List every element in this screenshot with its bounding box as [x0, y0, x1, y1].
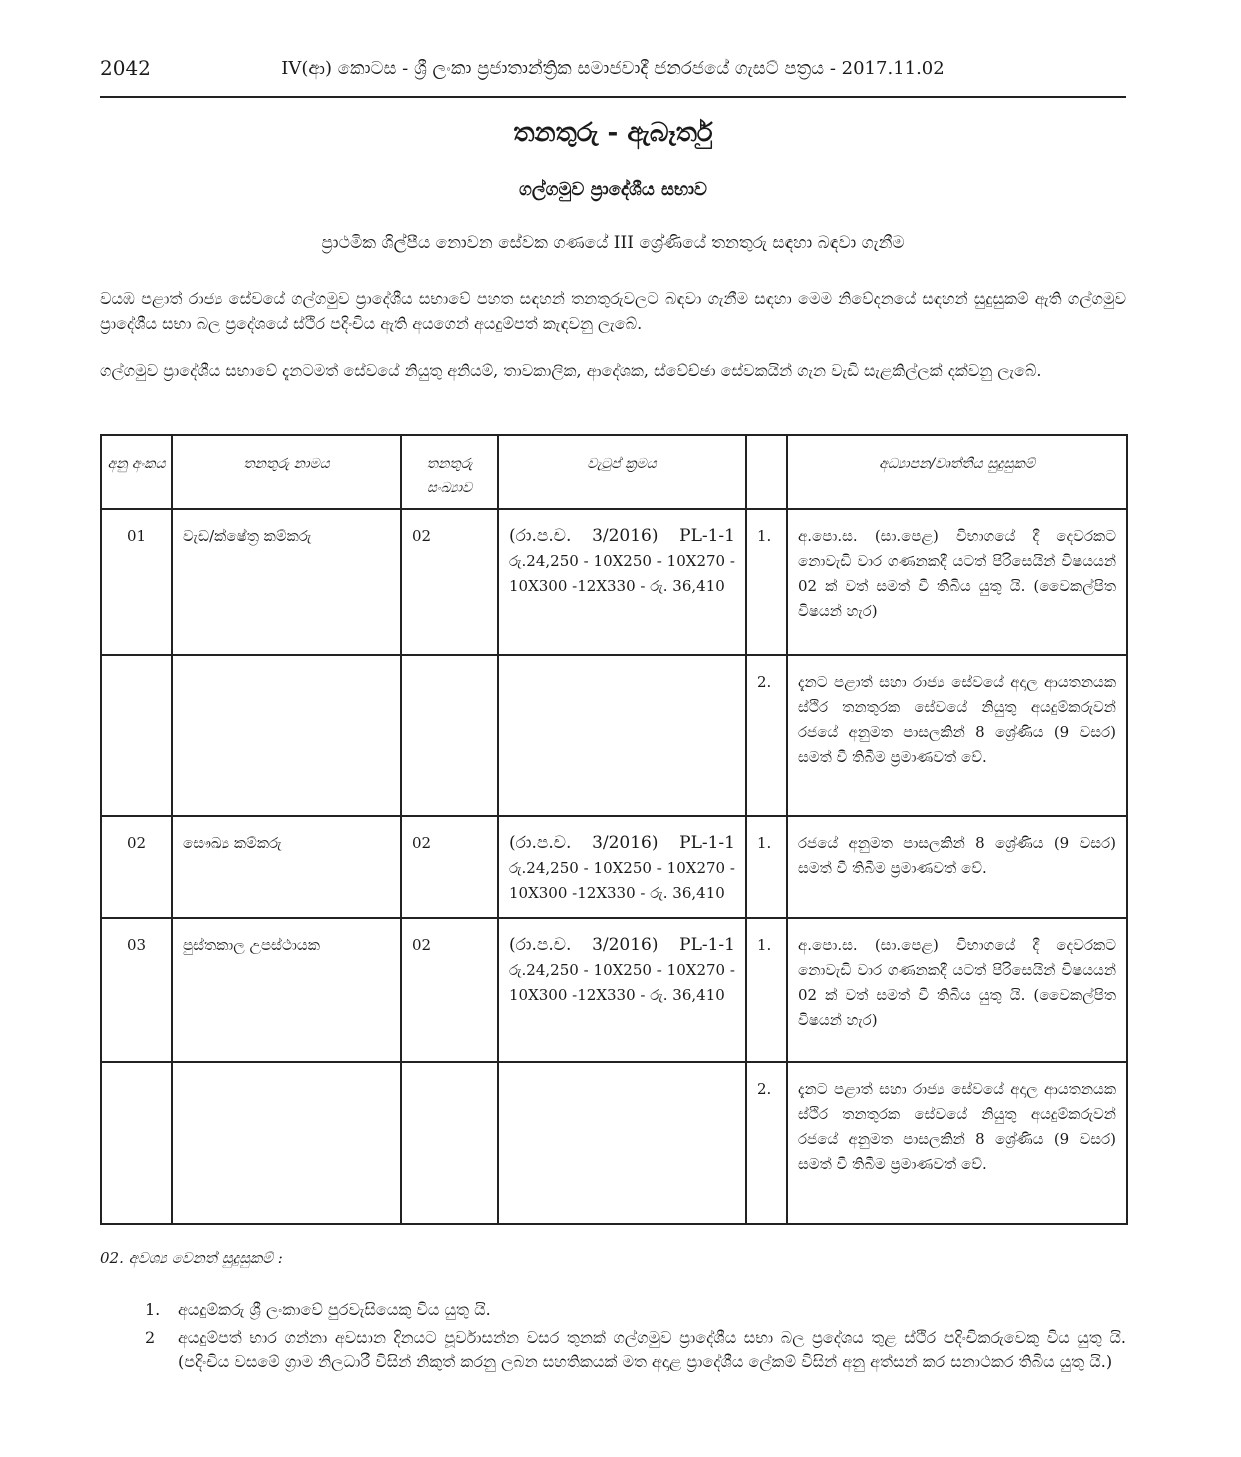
- council-name: ගල්ගමුව ප්‍රාදේශීය සභාව: [518, 179, 708, 200]
- pay-scale: රු.24,250 - 10X250 - 10X270 - 10X300 -12X330 - රු. 36,410: [509, 859, 735, 902]
- list-item-text: අයදුම්කරු ශ්‍රී ලංකාවේ පුරවැසියෙකු විය යුතු යි.: [178, 1300, 491, 1319]
- cell-post: පුස්තකාල උපස්ථායක: [172, 918, 401, 1062]
- pay-scale-code: (රා.ප.ච. 3/2016) PL-1-1: [509, 935, 735, 955]
- cell-serial: 03: [101, 918, 172, 1062]
- table-row: [101, 1062, 1127, 1224]
- header-count: තනතුරු සංඛ්‍යාව: [401, 435, 498, 509]
- gazette-line: IV(ආ) කොටස - ශ්‍රී ලංකා ප්‍රජාතාන්ත්‍රික සමාජවාදී ජනරජයේ ගැසට් පත්‍රය - 2017.11.02: [281, 58, 945, 79]
- cell-qual: දැනට පළාත් සහා රාජ්‍ය සේවයේ අදාල ආයතනයක ස්ථිර තනතුරක සේවයේ නියුතු අයදුම්කරුවන් රජයේ අනුමත පාසලකින් 8 ශ්‍රේණිය (9 වසර) සමත් වී තිබීම ප්‍රමාණවත් වේ.: [787, 655, 1127, 816]
- list-item-number: 2: [145, 1328, 156, 1347]
- cell-qual-num: 1.: [746, 918, 787, 1062]
- cell-count: 02: [401, 509, 498, 655]
- list-item: [100, 1326, 1126, 1398]
- cell-qual-num: 2.: [746, 1062, 787, 1224]
- page-header: [100, 30, 1126, 92]
- cell-qual-num: 2.: [746, 655, 787, 816]
- cell-salary: [498, 509, 746, 655]
- recruitment-heading: ප්‍රාථමික ශිල්පීය නොවන සේවක ගණයේ III ශ්‍රේණියේ තනතුරු සඳහා බඳවා ගැනීම: [321, 233, 905, 253]
- table-row: [101, 918, 1127, 1062]
- cell-serial: 02: [101, 816, 172, 918]
- pay-scale: රු.24,250 - 10X250 - 10X270 - 10X300 -12X330 - රු. 36,410: [509, 552, 735, 595]
- cell-qual: අ.පො.ස. (සා.පෙළ) විභාගයේ දී දෙවරකට නොවැඩි වාර ගණනකදී යටත් පිරිසෙයින් විෂයයන් 02 ක් වත් සමත් වී තිබිය යුතු යි. (වෛකල්පිත විෂයන් හැර): [787, 509, 1127, 655]
- page-title: තනතුරු - ඇබෑර්තු: [513, 118, 713, 148]
- cell-post: සෞඛ්‍ය කම්කරු: [172, 816, 401, 918]
- cell-post: වැඩ/ක්ෂේත්‍ර කම්කරු: [172, 509, 401, 655]
- cell-count: 02: [401, 816, 498, 918]
- list-item-text: අයදුම්පත් භාර ගන්නා අවසාන දිනයට පූර්වාසන්න වසර තුනක් ගල්ගමුව ප්‍රාදේශීය සභා බල ප්‍රදේශය තුළ ස්ථිර පදිංචිකරුවෙකු විය යුතු යි. (පදිංචිය වසමේ ග්‍රාම නිලධාරී විසින් නිකුත් කරනු ලබන සහතිකයක් මත අදාළ ප්‍රාදේශීය ලේකම් විසින් අනු අත්සන් කර සනාථකර තිබිය යුතු යි.): [178, 1328, 1126, 1371]
- cell-salary: [498, 918, 746, 1062]
- cell-count: 02: [401, 918, 498, 1062]
- cell-qual-num: 1.: [746, 816, 787, 918]
- cell-qual: දැනට පළාත් සහා රාජ්‍ය සේවයේ අදාල ආයතනයක ස්ථිර තනතුරක සේවයේ නියුතු අයදුම්කරුවන් රජයේ අනුමත පාසලකින් 8 ශ්‍රේණිය (9 වසර) සමත් වී තිබීම ප්‍රමාණවත් වේ.: [787, 1062, 1127, 1224]
- header-salary: වැටුප් ක්‍රමය: [498, 435, 746, 509]
- cell-salary: [498, 816, 746, 918]
- pay-scale-code: (රා.ප.ච. 3/2016) PL-1-1: [509, 526, 735, 546]
- vacancy-table: [100, 434, 1128, 1225]
- other-qualifications-heading: 02. අවශ්‍ය වෙනත් සුදුසුකම් :: [100, 1249, 283, 1267]
- pay-scale-code: (රා.ප.ච. 3/2016) PL-1-1: [509, 833, 735, 853]
- header-post: තනතුරු නාමය: [172, 435, 401, 509]
- list-item-number: 1.: [145, 1300, 161, 1319]
- page-number: 2042: [100, 56, 151, 80]
- cell-serial: 01: [101, 509, 172, 655]
- preference-paragraph: ගල්ගමුව ප්‍රාදේශීය සභාවේ දැනටමත් සේවයේ නියුතු අනියම්, තාවකාලික, ආදේශක, ස්වේච්ඡා සේවකයින් ගැන වැඩි සැළකිල්ලක් දක්වනු ලැබේ.: [100, 361, 1042, 380]
- table-header-row: [101, 435, 1127, 509]
- table-row: [101, 816, 1127, 918]
- intro-paragraph: වයඹ පළාත් රාජ්‍ය සේවයේ ගල්ගමුව ප්‍රාදේශීය සභාවේ පහත සඳහන් තනතුරුවලට බඳවා ගැනීම සඳහා මෙම නිවේදනයේ සඳහන් සුදුසුකම් ඇති ගල්ගමුව ප්‍රාදේශීය සභා බල ප්‍රදේශයේ ස්ථිර පදිංචිය ඇති අයගෙන් අයදුම්පත් කැඳවනු ලැබේ.: [100, 289, 1126, 333]
- cell-qual: රජයේ අනුමත පාසලකින් 8 ශ්‍රේණිය (9 වසර) සමත් වී තිබීම ප්‍රමාණවත් වේ.: [787, 816, 1127, 918]
- cell-qual-num: 1.: [746, 509, 787, 655]
- header-qual-num: [746, 435, 787, 509]
- header-serial: අනු අංකය: [101, 435, 172, 509]
- header-qual: අධ්‍යාපන/වෘත්තීය සුදුසුකම්: [787, 435, 1127, 509]
- table-row: [101, 509, 1127, 655]
- table-row: [101, 655, 1127, 816]
- header-rule: [100, 96, 1126, 98]
- list-item: [100, 1298, 1126, 1324]
- cell-qual: අ.පො.ස. (සා.පෙළ) විභාගයේ දී දෙවරකට නොවැඩි වාර ගණනකදී යටත් පිරිසෙයින් විෂයයන් 02 ක් වත් සමත් වී තිබිය යුතු යි. (වෛකල්පිත විෂයන් හැර): [787, 918, 1127, 1062]
- pay-scale: රු.24,250 - 10X250 - 10X270 - 10X300 -12X330 - රු. 36,410: [509, 961, 735, 1004]
